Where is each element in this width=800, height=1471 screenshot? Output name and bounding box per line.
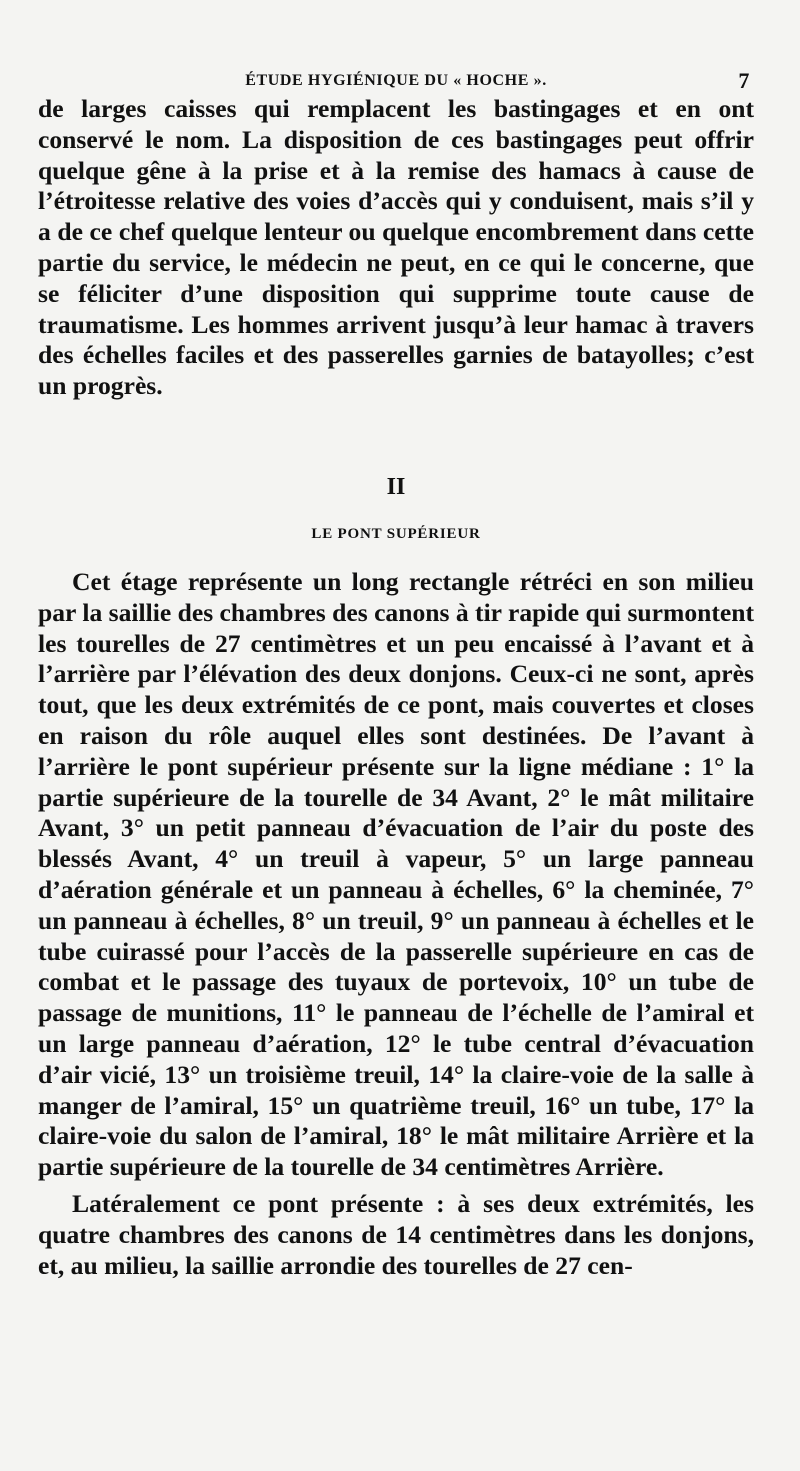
- paragraph-lateral-description: Latéralement ce pont présente : à ses deux extrémités, les quatre chambres des canons de 14 centimètres dans les donjons, et, au milieu, la saillie arrondie des tourelles de 27 cen-: [38, 1188, 754, 1280]
- page-number: 7: [738, 68, 750, 93]
- section-title: LE PONT SUPÉRIEUR: [311, 525, 481, 542]
- section-number: II: [386, 473, 406, 500]
- running-header: [38, 60, 754, 94]
- running-title: ÉTUDE HYGIÉNIQUE DU « HOCHE ».: [245, 72, 547, 89]
- paragraph-deck-description: Cet étage représente un long rectangle rétréci en son milieu par la saillie des chambres des canons à tir rapide qui surmontent les tourelles de 27 centimètres et un peu encaissé à l’avant et à l’arrière par l’élévation des deux donjons. Ceux-ci ne sont, après tout, que les deux extrémités de ce pont, mais couvertes et closes en raison du rôle auquel elles sont destinées. De l’avant à l’arrière le pont supérieur présente sur la ligne médiane : 1° la partie supérieure de la tourelle de 34 Avant, 2° le mât militaire Avant, 3° un petit panneau d’évacuation de l’air du poste des blessés Avant, 4° un treuil à vapeur, 5° un large panneau d’aération générale et un panneau à échelles, 6° la cheminée, 7° un panneau à échelles, 8° un treuil, 9° un panneau à échelles et le tube cuirassé pour l’accès de la passerelle supérieure en cas de combat et le passage des tuyaux de portevoix, 10° un tube de passage de munitions, 11° le panneau de l’échelle de l’amiral et un large panneau d’aération, 12° le tube central d’évacuation d’air vicié, 13° un troisième treuil, 14° la claire-voie de la salle à manger de l’amiral, 15° un quatrième treuil, 16° un tube, 17° la claire-voie du salon de l’amiral, 18° le mât militaire Arrière et la partie supérieure de la tourelle de 34 centimètres Arrière.: [38, 566, 754, 1182]
- paragraph-continued: de larges caisses qui remplacent les bastingages et en ont conservé le nom. La disposition de ces bastingages peut offrir quelque gêne à la prise et à la remise des hamacs à cause de l’étroitesse relative des voies d’accès qui y conduisent, mais s’il y a de ce chef quelque lenteur ou quelque encombrement dans cette partie du service, le médecin ne peut, en ce qui le concerne, que se féliciter d’une disposition qui supprime toute cause de traumatisme. Les hommes arrivent jusqu’à leur hamac à travers des échelles faciles et des passerelles garnies de batayolles; c’est un progrès.: [38, 94, 754, 401]
